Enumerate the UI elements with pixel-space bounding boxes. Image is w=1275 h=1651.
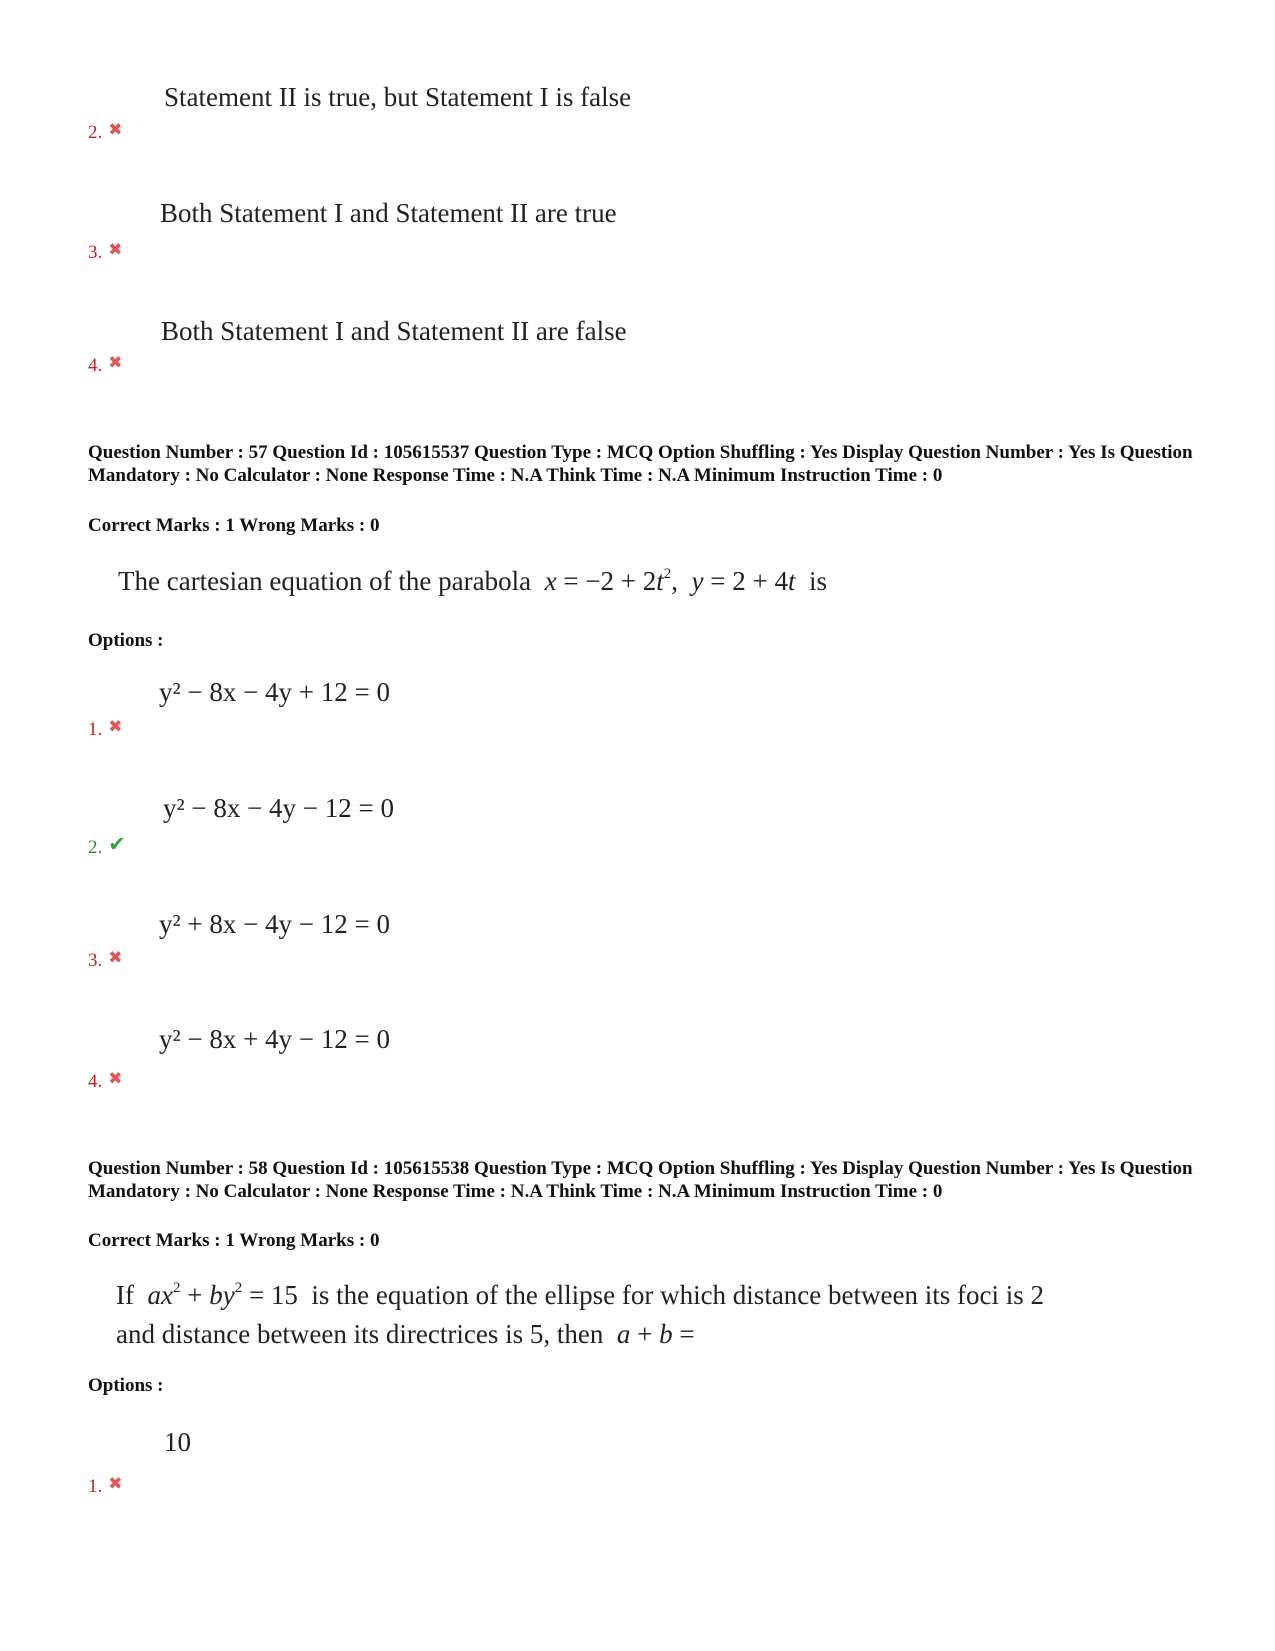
- cross-icon: ✖: [108, 120, 123, 139]
- question-text: [118, 566, 827, 597]
- parametric-equation: $x = -2 + 2t^2$, y = 2 + 4t: [544, 566, 796, 596]
- option-number-label: 4.: [88, 355, 103, 376]
- question-if: If: [116, 1280, 134, 1310]
- question-meta: Question Number : 57 Question Id : 105615537 Question Type : MCQ Option Shuffling : Yes Display Question Number : Yes Is Question Mandatory : No Calculator : None Response Time : N.A Think Time : N.A Minimum Instruction Time : 0: [88, 442, 1193, 486]
- sum-expression: a + b =: [616, 1319, 695, 1349]
- options-label: Options :: [88, 630, 164, 651]
- cross-icon: ✖: [108, 948, 123, 967]
- question-meta: Question Number : 58 Question Id : 105615538 Question Type : MCQ Option Shuffling : Yes Display Question Number : Yes Is Question Mandatory : No Calculator : None Response Time : N.A Think Time : N.A Minimum Instruction Time : 0: [88, 1158, 1193, 1202]
- option-number: [88, 120, 123, 144]
- question-text-line-2: [116, 1319, 695, 1350]
- option-number-label: 1.: [88, 1476, 103, 1497]
- question-marks: Correct Marks : 1 Wrong Marks : 0: [88, 515, 380, 536]
- option-number: [88, 1474, 123, 1498]
- option-number-label: 4.: [88, 1071, 103, 1092]
- cross-icon: ✖: [108, 353, 123, 372]
- option-text: y² − 8x − 4y + 12 = 0: [159, 677, 391, 707]
- question-line-1-rest: is the equation of the ellipse for which distance between its foci is 2: [311, 1280, 1044, 1310]
- option-number: [88, 353, 123, 377]
- cross-icon: ✖: [108, 1069, 123, 1088]
- option-number-label: 2.: [88, 837, 103, 858]
- cross-icon: ✖: [108, 240, 123, 259]
- option-number-label: 2.: [88, 122, 103, 143]
- option-text: y² + 8x − 4y − 12 = 0: [159, 909, 391, 939]
- options-label: Options :: [88, 1375, 164, 1396]
- option-number: [88, 717, 123, 741]
- option-text: y² − 8x − 4y − 12 = 0: [163, 793, 395, 823]
- option-number: [88, 1069, 123, 1093]
- option-number-label: 3.: [88, 950, 103, 971]
- ellipse-equation: $ax^2 + by^2 = 15$: [147, 1280, 305, 1310]
- option-number: [88, 832, 126, 859]
- option-text: 10: [164, 1427, 191, 1457]
- question-marks: Correct Marks : 1 Wrong Marks : 0: [88, 1230, 380, 1251]
- question-end: is: [808, 566, 827, 596]
- option-text: Statement II is true, but Statement I is false: [164, 82, 632, 112]
- option-text: y² − 8x + 4y − 12 = 0: [159, 1024, 391, 1054]
- cross-icon: ✖: [108, 717, 123, 736]
- cross-icon: ✖: [108, 1474, 123, 1493]
- option-number: [88, 240, 123, 264]
- option-text: Both Statement I and Statement II are true: [160, 198, 617, 228]
- option-text: Both Statement I and Statement II are false: [161, 316, 627, 346]
- question-text-line-1: [116, 1280, 1044, 1311]
- option-number-label: 1.: [88, 719, 103, 740]
- option-number: [88, 948, 123, 972]
- check-icon: ✔: [108, 832, 126, 856]
- question-line-2: and distance between its directrices is 5, then: [116, 1319, 604, 1349]
- option-number-label: 3.: [88, 242, 103, 263]
- question-intro: The cartesian equation of the parabola: [118, 566, 532, 596]
